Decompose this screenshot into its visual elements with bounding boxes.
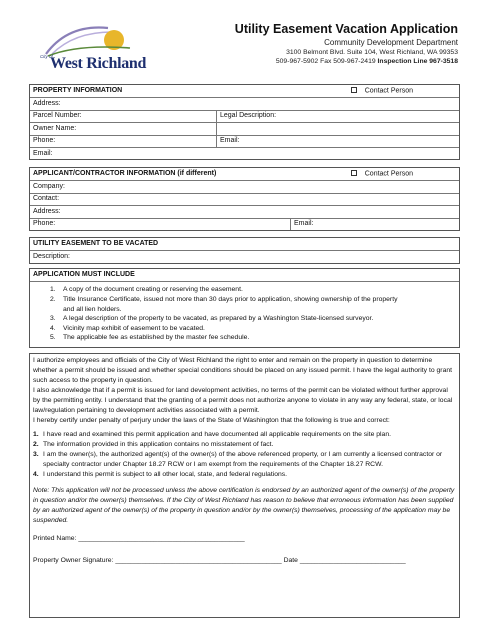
applicant-email-field[interactable]: Email:	[290, 219, 459, 230]
department: Community Development Department	[324, 38, 458, 47]
list-item: 4. I understand this permit is subject to all other local, state, and federal regulations.	[33, 471, 288, 478]
applicant-address-field[interactable]: Address:	[33, 207, 61, 215]
certification-list	[33, 430, 456, 480]
applicant-contact-label: Contact Person	[364, 170, 413, 178]
authorization-section	[29, 353, 460, 618]
applicant-section	[29, 167, 460, 231]
list-item: 3. I am the owner(s), the authorized agent(s) of the owner(s) of the above referenced property, or I am currently a licensed contractor or specialty contractor under Chapter 18.27 RCW or I am exempt from the requirements of the Chapter 18.27 RCW.	[33, 451, 443, 468]
list-item: 2. Title Insurance Certificate, issued not more than 30 days prior to application, showing ownership of the property	[50, 295, 398, 303]
list-item: 3. A legal description of the property to be vacated, as prepared by a Washington State-licensed surveyor.	[50, 315, 374, 323]
contact-field[interactable]: Contact:	[33, 195, 60, 203]
owner-name-blank[interactable]	[216, 123, 459, 134]
requirements-section	[29, 268, 460, 348]
applicant-phone-field[interactable]: Phone:	[33, 220, 56, 228]
property-email-right-field[interactable]: Email:	[216, 136, 459, 147]
form-header	[235, 22, 458, 65]
list-item: 4. Vicinity map exhibit of easement to be vacated.	[50, 324, 205, 332]
logo-city-of: City of	[40, 54, 53, 59]
printed-name-field[interactable]: Printed Name: ____________________________________________	[33, 535, 245, 542]
property-section	[29, 84, 460, 160]
easement-heading: UTILITY EASEMENT TO BE VACATED	[33, 239, 159, 247]
property-contact-label: Contact Person	[364, 87, 413, 95]
list-item: 5. The applicable fee as established by the master fee schedule.	[50, 334, 250, 342]
owner-name-field[interactable]: Owner Name:	[33, 124, 77, 132]
phone-fax: 509-967-5902 Fax 509-967-2419	[275, 58, 376, 65]
authorization-paragraph-2: I also acknowledge that if a permit is issued for land development activities, no terms of the permit can be violated without further approval by the permitting entity. I understand that the granting of a permit does not authorize anyone to violate in any way any federal, state, or local law/regulation pertaining to development activities associated with a permit.	[33, 387, 453, 414]
applicant-contact-checkbox[interactable]	[348, 168, 459, 180]
authorization-paragraph-1: I authorize employees and officials of the City of West Richland the right to enter and remain on the property in question to determine whether a permit should be issued and whether special conditions should be placed on any issued permit. I have the legal authority to grant such access to the property in question.	[33, 357, 453, 384]
logo-name: West Richland	[50, 55, 147, 72]
property-address-field[interactable]: Address:	[33, 99, 61, 107]
parcel-number-field[interactable]: Parcel Number:	[33, 112, 82, 120]
requirements-heading: APPLICATION MUST INCLUDE	[33, 270, 135, 278]
logo-sun-icon	[38, 18, 138, 58]
office-address: 3100 Belmont Blvd. Suite 104, West Richland, WA 99353	[286, 49, 458, 56]
checkbox-icon[interactable]	[351, 87, 357, 93]
applicant-heading: APPLICANT/CONTRACTOR INFORMATION (if different)	[33, 169, 217, 177]
city-logo	[38, 18, 147, 78]
list-item: 1. A copy of the document creating or reserving the easement.	[50, 286, 243, 294]
property-email-field[interactable]: Email:	[33, 149, 53, 157]
inspection-line: Inspection Line 967-3518	[377, 58, 458, 65]
list-item: 1. I have read and examined this permit application and have documented all applicable requirements on the site plan.	[33, 431, 391, 438]
property-contact-checkbox[interactable]	[348, 85, 459, 97]
company-field[interactable]: Company:	[33, 182, 65, 190]
easement-description-field[interactable]: Description:	[33, 252, 70, 260]
requirements-list	[30, 281, 459, 347]
checkbox-icon[interactable]	[351, 170, 357, 176]
property-heading: PROPERTY INFORMATION	[33, 86, 123, 94]
authorization-paragraph-3: I hereby certify under penalty of perjury under the laws of the State of Washington that the following is true and correct:	[33, 417, 390, 424]
list-item: and all lien holders.	[63, 305, 122, 313]
signature-date-field[interactable]: Property Owner Signature: ____________________________________________ Date ____________________________	[33, 557, 406, 564]
list-item: 2. The information provided in this application contains no misstatement of fact.	[33, 441, 274, 448]
easement-section	[29, 237, 460, 264]
phone-line	[235, 58, 458, 65]
property-phone-field[interactable]: Phone:	[33, 137, 56, 145]
legal-description-field[interactable]: Legal Description:	[216, 111, 459, 122]
page-title: Utility Easement Vacation Application	[234, 22, 458, 36]
processing-note: Note: This application will not be processed unless the above certification is endorsed by an authorized agent of the owner(s) of the property in question and/or the owner(s) themselves. If the City of West Richland has reason to believe that erroneous information has been supplied by an authorized agent of the owner(s) of the property in question and/or by the owner(s) themselves, processing of the application may be suspended.	[33, 487, 455, 524]
